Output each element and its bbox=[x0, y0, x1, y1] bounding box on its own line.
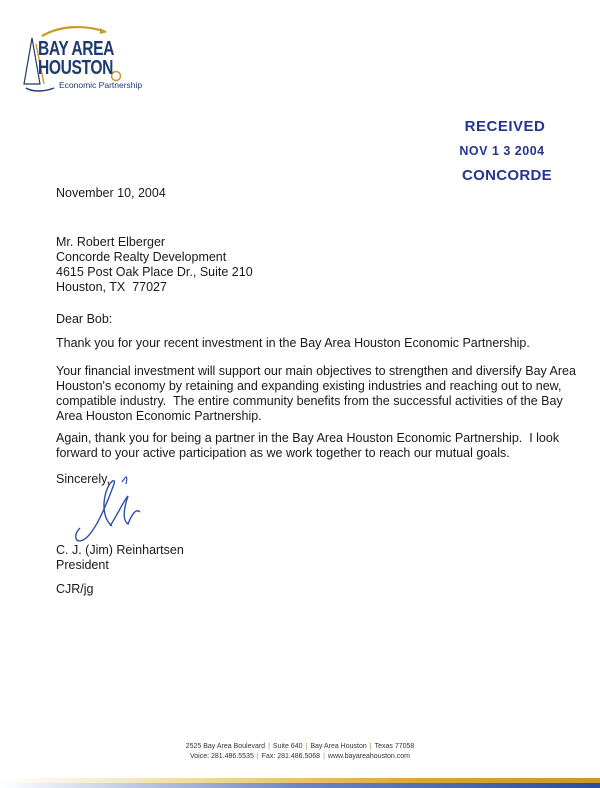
footer-address-suite: Suite 640 bbox=[272, 743, 303, 750]
body-paragraph-2: Your financial investment will support our main objectives to strengthen and diversify Bay Area Houston's economy by retaining and expanding existing industries and reaching out to new, compatible industry. The entire community benefits from the successful activities of the Bay Area Houston Economic Partnership. bbox=[56, 364, 580, 423]
footer-address-area: Bay Area Houston bbox=[310, 743, 367, 750]
stamp-date: NOV 1 3 2004 bbox=[459, 144, 545, 158]
footer-address-state: Texas 77058 bbox=[374, 743, 415, 750]
signer-title: President bbox=[56, 558, 109, 572]
logo-text-houston: HOUSTON bbox=[38, 57, 113, 79]
recipient-address bbox=[56, 235, 253, 295]
closing: Sincerely, bbox=[56, 472, 110, 486]
recipient-city: Houston, TX 77027 bbox=[56, 280, 167, 294]
signer-name: C. J. (Jim) Reinhartsen bbox=[56, 543, 184, 557]
body-paragraph-1: Thank you for your recent investment in the Bay Area Houston Economic Partnership. bbox=[56, 336, 530, 350]
recipient-name: Mr. Robert Elberger bbox=[56, 235, 166, 249]
stamp-received: RECEIVED bbox=[464, 118, 546, 135]
salutation: Dear Bob: bbox=[56, 312, 113, 326]
handwritten-signature bbox=[66, 470, 156, 550]
footer-address-street: 2525 Bay Area Boulevard bbox=[185, 743, 266, 750]
body-paragraph-3: Again, thank you for being a partner in the Bay Area Houston Economic Partnership. I look forward to your active participation as we work together to reach our mutual goals. bbox=[56, 431, 563, 460]
footer-blue-bar bbox=[0, 783, 600, 788]
footer-voice: Voice: 281.486.5535 bbox=[190, 753, 254, 760]
footer-website: www.bayareahouston.com bbox=[327, 753, 410, 760]
letterhead-footer bbox=[0, 742, 600, 762]
stamp-company: CONCORDE bbox=[462, 167, 552, 184]
recipient-company: Concorde Realty Development bbox=[56, 250, 227, 264]
signer-block bbox=[56, 543, 184, 573]
footer-fax: Fax: 281.486.5068 bbox=[261, 753, 321, 760]
logo-text-subtitle: Economic Partnership bbox=[59, 80, 143, 90]
received-stamp bbox=[420, 118, 570, 184]
recipient-street: 4615 Post Oak Place Dr., Suite 210 bbox=[56, 265, 253, 279]
footer-contact-line: Voice: 281.486.5535 | Fax: 281.486.5068 | www.bayareahouston.com bbox=[190, 753, 410, 760]
footer-address-line: 2525 Bay Area Boulevard | Suite 640 | Bay Area Houston | Texas 77058 bbox=[185, 743, 415, 750]
typist-initials: CJR/jg bbox=[56, 582, 94, 596]
organization-logo bbox=[14, 14, 154, 94]
letter-date: November 10, 2004 bbox=[56, 186, 166, 200]
logo-text-bay-area: BAY AREA bbox=[38, 38, 115, 60]
